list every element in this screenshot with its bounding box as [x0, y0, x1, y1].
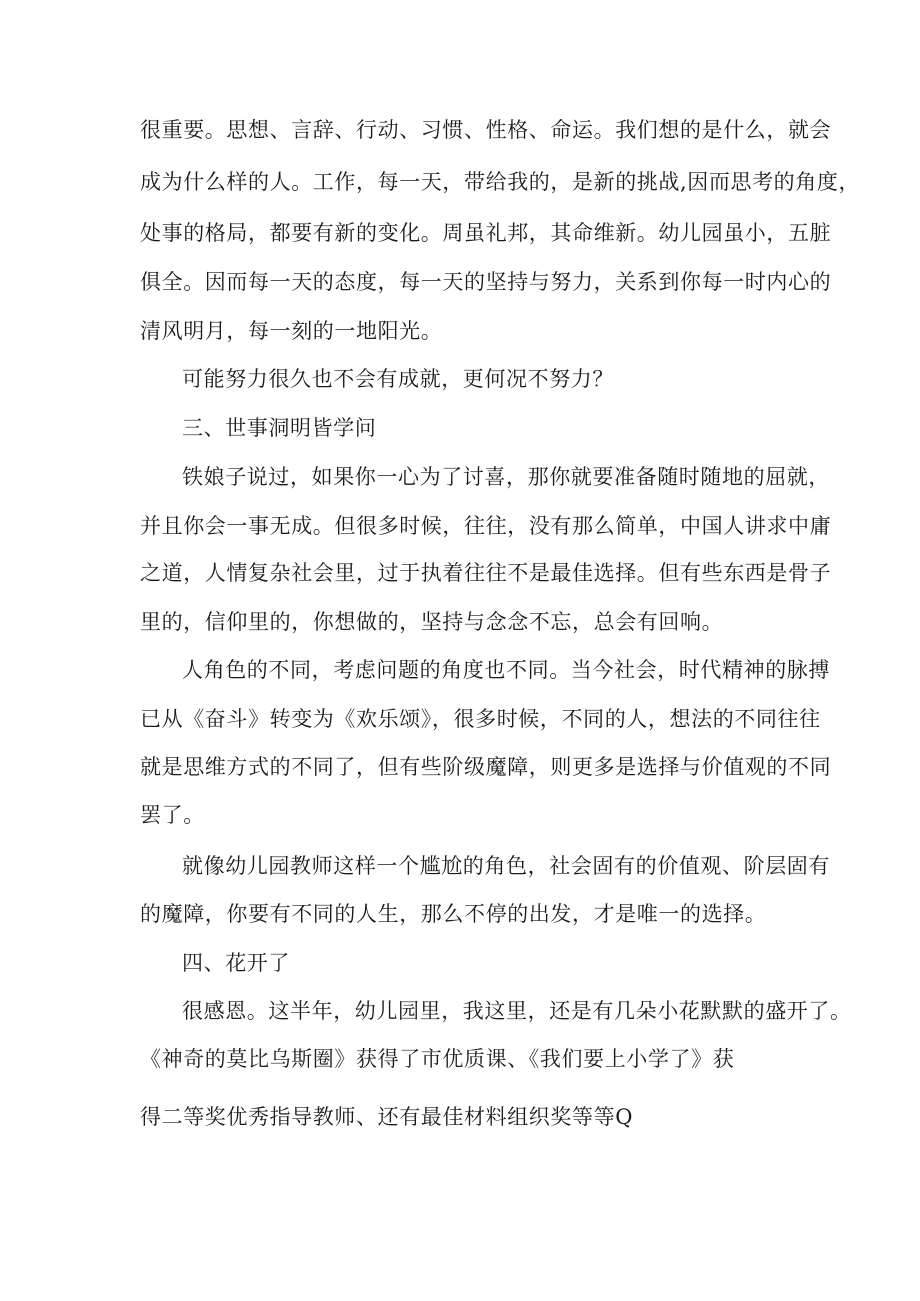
text-line: 的魔障，你要有不同的人生，那么不停的出发，才是唯一的选择。 — [140, 902, 767, 926]
text-line: 里的，信仰里的，你想做的，坚持与念念不忘，总会有回响。 — [140, 610, 724, 634]
text-line: 成为什么样的人。工作，每一天，带给我的，是新的挑战,因而思考的角度， — [140, 170, 861, 194]
text-line: 已从《奋斗》转变为《欢乐颂》，很多时候，不同的人，想法的不同往往 — [140, 707, 821, 731]
text-line: 很感恩。这半年，幼儿园里，我这里，还是有几朵小花默默的盛开了。 — [182, 999, 852, 1023]
text-line: 罢了。 — [140, 803, 205, 827]
section-heading: 四、花开了 — [182, 951, 290, 975]
text-line: 俱全。因而每一天的态度，每一天的坚持与努力，关系到你每一时内心的 — [140, 270, 832, 294]
text-line: 可能努力很久也不会有成就，更何况不努力？ — [182, 367, 614, 391]
text-line: 人角色的不同，考虑问题的角度也不同。当今社会，时代精神的脉搏 — [182, 658, 830, 682]
text-line: 清风明月，每一刻的一地阳光。 — [140, 319, 443, 343]
text-line: 并且你会一事无成。但很多时候，往往，没有那么简单，中国人讲求中庸 — [140, 514, 832, 538]
text-line: 就像幼儿园教师这样一个尴尬的角色，社会固有的价值观、阶层固有 — [182, 854, 830, 878]
text-line: 很重要。思想、言辞、行动、习惯、性格、命运。我们想的是什么，就会 — [140, 118, 832, 142]
text-line: 处事的格局，都要有新的变化。周虽礼邦，其命维新。幼儿园虽小，五脏 — [140, 221, 832, 245]
section-heading: 三、世事洞明皆学问 — [182, 416, 377, 440]
text-line: 得二等奖优秀指导教师、还有最佳材料组织奖等等Q — [140, 1105, 634, 1129]
text-line: 《神奇的莫比乌斯圈》获得了市优质课、《我们要上小学了》获 — [140, 1047, 735, 1071]
text-line: 就是思维方式的不同了，但有些阶级魔障，则更多是选择与价值观的不同 — [140, 755, 832, 779]
text-line: 之道，人情复杂社会里，过于执着往往不是最佳选择。但有些东西是骨子 — [140, 561, 832, 585]
text-line: 铁娘子说过，如果你一心为了讨喜，那你就要准备随时随地的屈就， — [182, 465, 830, 489]
